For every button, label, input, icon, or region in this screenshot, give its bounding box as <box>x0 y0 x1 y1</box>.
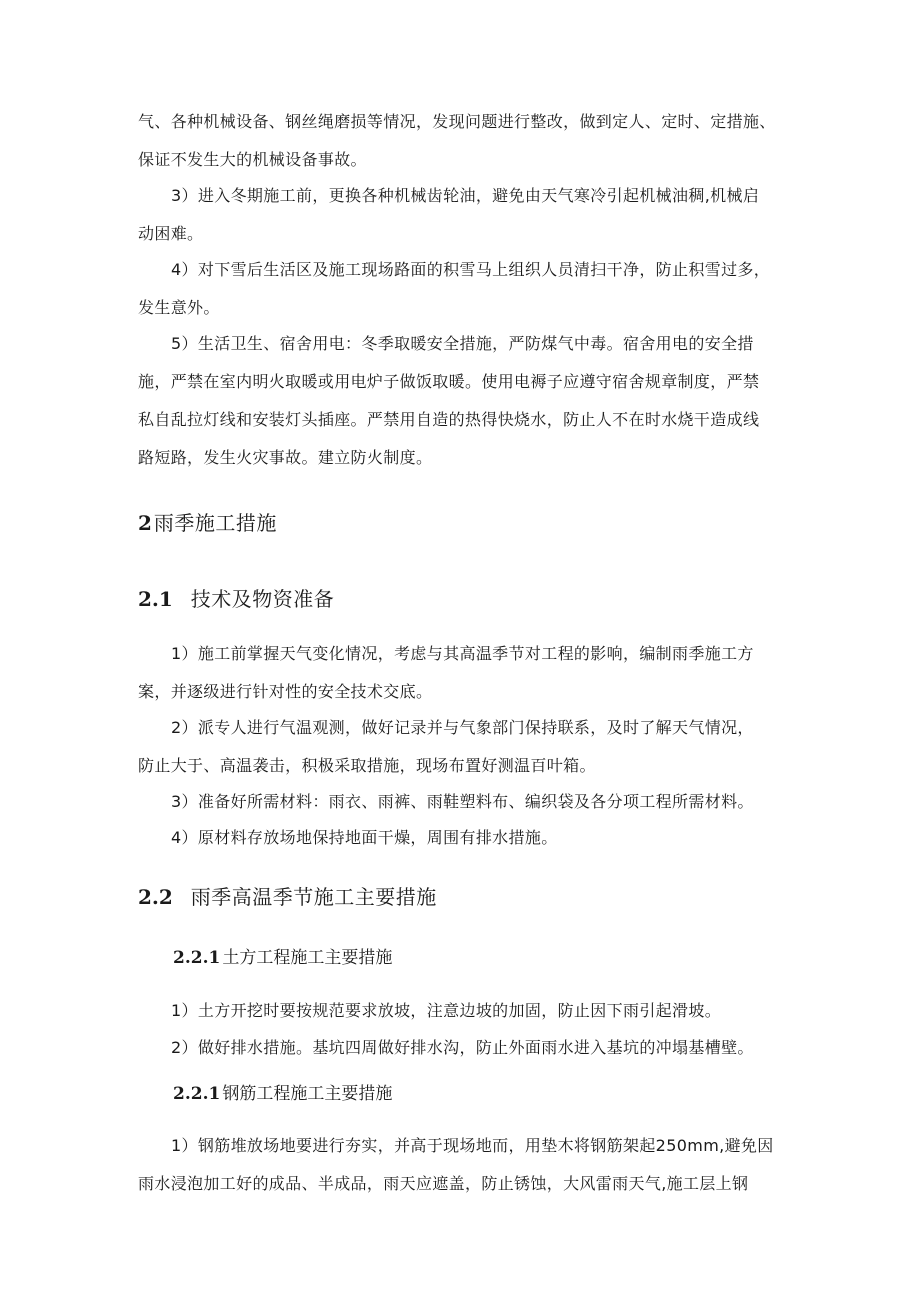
section-number: 2.2.1 <box>173 1084 221 1104</box>
paragraph-continuation <box>138 103 788 179</box>
text-line: 2）派专人进行气温观测，做好记录并与气象部门保持联系，及时了解天气情况， <box>171 718 754 737</box>
text-line: 1）施工前掌握天气变化情况，考虑与其高温季节对工程的影响，编制雨季施工方 <box>171 644 754 663</box>
section-number: 2.2.1 <box>173 948 221 968</box>
paragraph-2-1-item-1 <box>138 635 788 711</box>
text-line: 路短路，发生火灾事故。建立防火制度。 <box>138 448 433 467</box>
paragraph-earthwork-item-1 <box>138 992 788 1030</box>
text-line: 案，并逐级进行针对性的安全技术交底。 <box>138 682 433 701</box>
section-number: 2 <box>138 511 152 535</box>
text-line: 防止大于、高温袭击，积极采取措施，现场布置好测温百叶箱。 <box>138 756 596 775</box>
section-title: 技术及物资准备 <box>190 587 335 611</box>
text-line: 私自乱拉灯线和安装灯头插座。严禁用自造的热得快烧水，防止人不在时水烧干造成线 <box>138 410 760 429</box>
section-title: 雨季高温季节施工主要措施 <box>190 885 437 909</box>
paragraph-rebar-item-1 <box>138 1127 788 1203</box>
paragraph-item-5 <box>138 325 788 477</box>
section-heading-2-2 <box>138 882 788 912</box>
text-line: 4）原材料存放场地保持地面干燥，周围有排水措施。 <box>171 828 558 847</box>
text-line: 2）做好排水措施。基坑四周做好排水沟，防止外面雨水进入基坑的冲塌基槽壁。 <box>171 1038 754 1057</box>
text-line: 1）土方开挖时要按规范要求放坡，注意边坡的加固，防止因下雨引起滑坡。 <box>171 1001 722 1020</box>
paragraph-2-1-item-2 <box>138 709 788 785</box>
text-line: 1）钢筋堆放场地要进行夯实，并高于现场地而，用垫木将钢筋架起250mm,避免因 <box>171 1136 774 1155</box>
paragraph-item-3 <box>138 177 788 253</box>
paragraph-2-1-item-4 <box>138 819 788 857</box>
text-line: 4）对下雪后生活区及施工现场路面的积雪马上组织人员清扫干净，防止积雪过多， <box>171 260 771 279</box>
text-line: 保证不发生大的机械设备事故。 <box>138 150 367 169</box>
text-line: 施，严禁在室内明火取暖或用电炉子做饭取暖。使用电褥子应遵守宿舍规章制度，严禁 <box>138 372 760 391</box>
paragraph-item-4 <box>138 251 788 327</box>
section-title: 土方工程施工主要措施 <box>222 948 393 968</box>
subsection-heading-earthwork <box>173 945 773 971</box>
text-line: 气、各种机械设备、钢丝绳磨损等情况，发现问题进行整改，做到定人、定时、定措施、 <box>138 112 776 131</box>
section-title: 钢筋工程施工主要措施 <box>222 1084 393 1104</box>
text-line: 3）准备好所需材料：雨衣、雨裤、雨鞋塑料布、编织袋及各分项工程所需材料。 <box>171 792 754 811</box>
section-heading-2-1 <box>138 584 788 614</box>
paragraph-earthwork-item-2 <box>138 1029 788 1067</box>
subsection-heading-rebar <box>173 1081 773 1107</box>
text-line: 动困难。 <box>138 224 204 243</box>
paragraph-2-1-item-3 <box>138 783 788 821</box>
text-line: 发生意外。 <box>138 298 220 317</box>
section-number: 2.1 <box>138 587 173 611</box>
section-heading-2 <box>138 508 788 538</box>
section-number: 2.2 <box>138 885 173 909</box>
text-line: 3）进入冬期施工前，更换各种机械齿轮油，避免由天气寒冷引起机械油稠,机械启 <box>171 186 760 205</box>
section-title: 雨季施工措施 <box>153 511 277 535</box>
text-line: 雨水浸泡加工好的成品、半成品，雨天应遮盖，防止锈蚀，大风雷雨天气,施工层上钢 <box>138 1174 749 1193</box>
text-line: 5）生活卫生、宿舍用电：冬季取暖安全措施，严防煤气中毒。宿舍用电的安全措 <box>171 334 754 353</box>
